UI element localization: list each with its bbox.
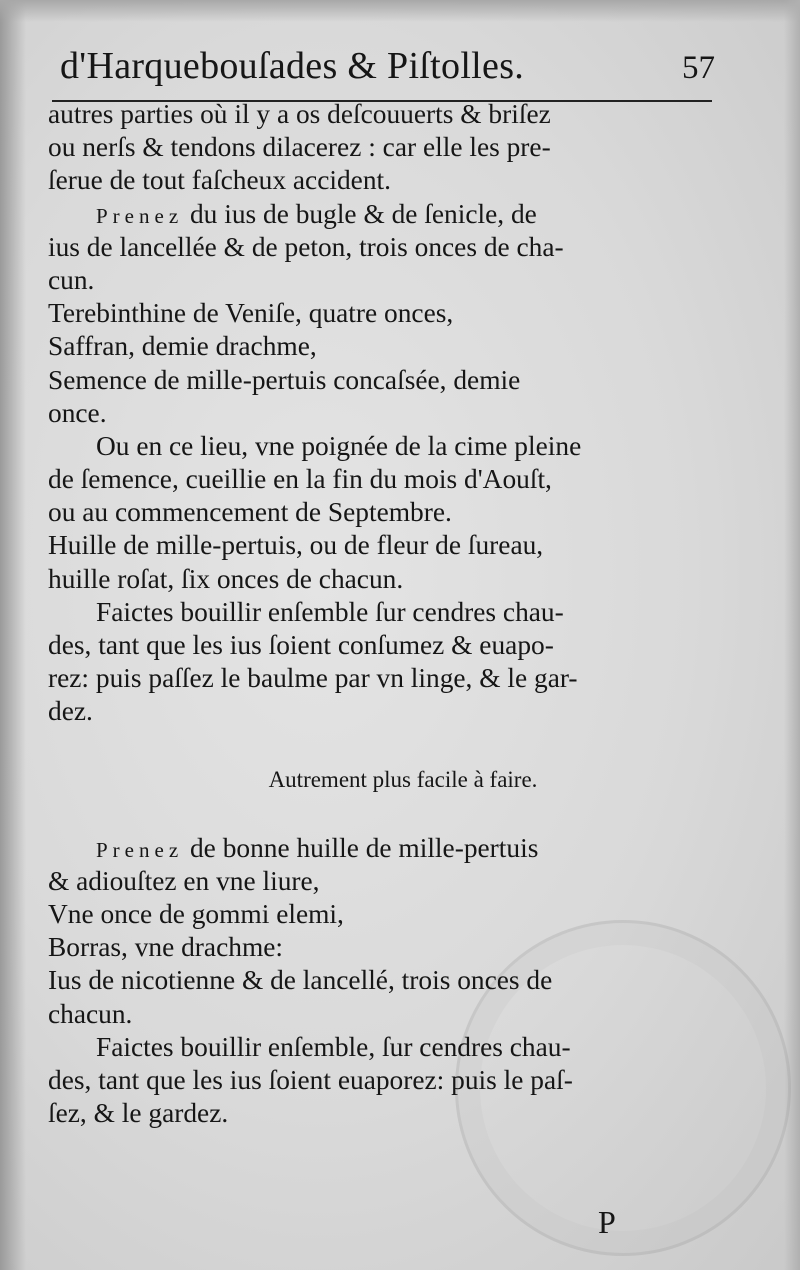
text-line: Semence de mille-pertuis concaſsée, demie: [48, 364, 521, 395]
text-line: ius de lancellée & de peton, trois onces de cha-: [48, 231, 564, 262]
text-line: Huille de mille-pertuis, ou de fleur de ſureau,: [48, 530, 544, 561]
spacer: [48, 729, 728, 761]
text-line: dez.: [48, 696, 93, 727]
text-line: & adiouſtez en vne liure,: [48, 865, 320, 896]
text-line: Ius de nicotienne & de lancellé, trois onces de: [48, 965, 553, 996]
text-line: Saffran, demie drachme,: [48, 331, 317, 362]
text-line: Vne once de gommi elemi,: [48, 898, 344, 929]
text-line: Ou en ce lieu, vne poignée de la cime pleine: [96, 430, 582, 461]
text-line: ou au commencement de Septembre.: [48, 497, 452, 528]
text-line: ſerue de tout faſcheux accident.: [48, 165, 391, 196]
gutter-shadow: [0, 0, 26, 1270]
text-line: chacun.: [48, 998, 133, 1029]
page-number: 57: [682, 50, 715, 86]
page-header: [52, 44, 715, 100]
text-line: de ſemence, cueillie en la fin du mois d'Aouſt,: [48, 464, 552, 495]
text-span: du ius de bugle & de ſenicle, de: [183, 198, 537, 229]
text-span: de bonne huille de mille-pertuis: [183, 832, 539, 863]
text-line: once.: [48, 397, 107, 428]
text-line: Terebinthine de Veniſe, quatre onces,: [48, 298, 454, 329]
smallcaps-word: Prenez: [96, 203, 184, 228]
text-line: des, tant que les ius ſoient conſumez & euapo-: [48, 630, 554, 660]
text-line: autres parties où il y a os deſcouuerts & briſez: [48, 99, 551, 129]
text-line: des, tant que les ius ſoient euaporez: puis le paſ-: [48, 1064, 573, 1095]
text-line: [48, 832, 728, 865]
top-edge-shadow: [0, 0, 800, 22]
text-line: [48, 198, 728, 231]
text-line: ou nerſs & tendons dilacerez : car elle les pre-: [48, 132, 551, 163]
section-subheading: Autrement plus facile à faire.: [268, 766, 538, 792]
text-line: huille roſat, ſix onces de chacun.: [48, 563, 404, 594]
spacer: [48, 799, 728, 832]
text-line: rez: puis paſſez le baulme par vn linge, & le gar-: [48, 663, 578, 694]
smallcaps-word: Prenez: [96, 837, 184, 862]
body-text: [48, 98, 728, 1130]
text-line: Faictes bouillir enſemble ſur cendres chau-: [96, 596, 564, 627]
text-line: Faictes bouillir enſemble, ſur cendres chau-: [96, 1031, 571, 1062]
catchword: P: [598, 1204, 616, 1240]
text-line: cun.: [48, 264, 95, 295]
text-line: Borras, vne drachme:: [48, 932, 284, 963]
text-line: ſez, & le gardez.: [48, 1098, 229, 1129]
running-title: d'Harquebouſades & Piſtolles.: [60, 45, 525, 87]
